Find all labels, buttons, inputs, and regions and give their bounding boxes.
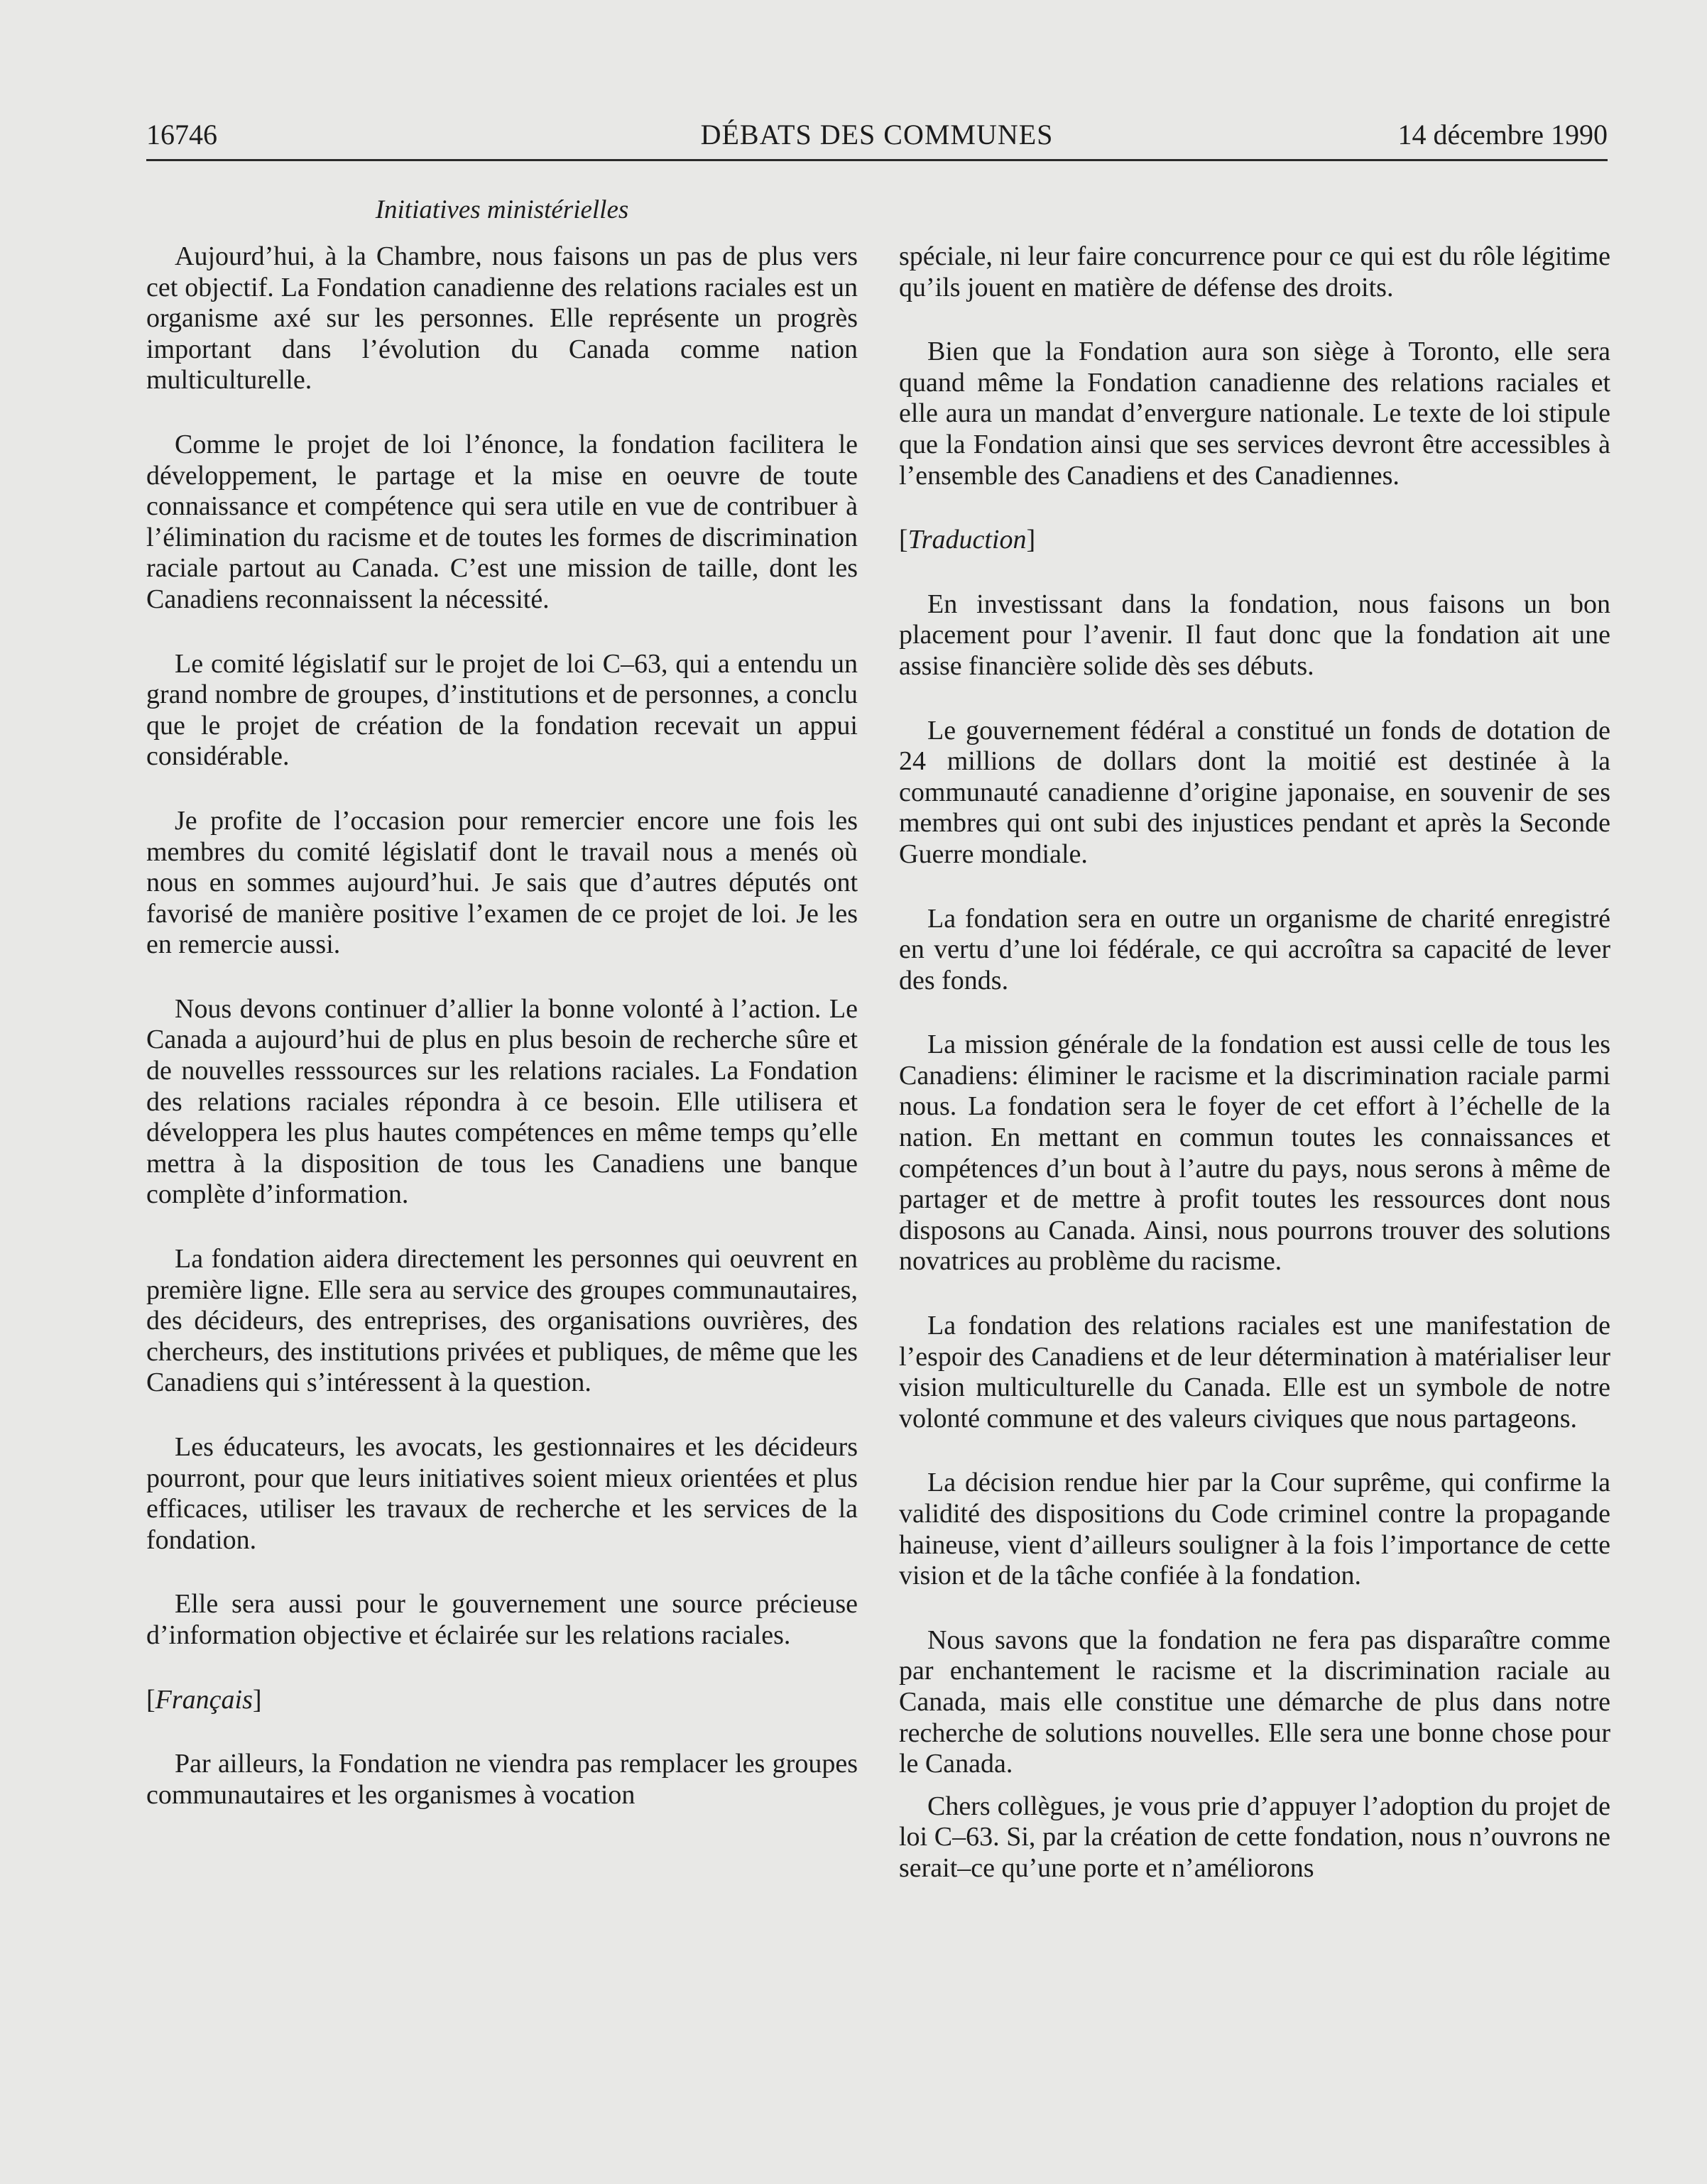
paragraph: Bien que la Fondation aura son siège à Toronto, elle sera quand même la Fondation canadienne des relations raciales et elle aura un mandat d’envergure nationale. Le texte de loi stipule que la Fondation ainsi que ses services devront être accessibles à l’ensemble des Canadiens et des Canadiennes. — [899, 337, 1610, 491]
paragraph: Comme le projet de loi l’énonce, la fondation facilitera le développement, le partage et la mise en oeuvre de toute connaissance et compétence qui sera utile en vue de contribuer à l’élimination du racisme et de toutes les formes de discrimination raciale partout au Canada. C’est une mission de taille, dont les Canadiens reconnaissent la nécessité. — [146, 429, 858, 614]
language-tag — [146, 1685, 858, 1716]
paragraph: Nous savons que la fondation ne fera pas disparaître comme par enchantement le racisme et la discrimination raciale au Canada, mais elle constitue une démarche de plus dans notre recherche de solutions nouvelles. Elle sera une bonne chose pour le Canada. — [899, 1625, 1610, 1779]
right-column — [899, 241, 1610, 1918]
tag-word: Français — [155, 1684, 253, 1715]
language-tag — [899, 525, 1610, 556]
paragraph: spéciale, ni leur faire concurrence pour ce qui est du rôle légitime qu’ils jouent en matière de défense des droits. — [899, 241, 1610, 302]
paragraph: Le comité législatif sur le projet de loi C–63, qui a entendu un grand nombre de groupes, d’institutions et de personnes, a conclu que le projet de création de la fondation recevait un appui considérable. — [146, 648, 858, 772]
paragraph: Nous devons continuer d’allier la bonne volonté à l’action. Le Canada a aujourd’hui de plus en plus besoin de recherche sûre et de nouvelles resssources sur les relations raciales. La Fondation des relations raciales répondra à ce besoin. Elle utilisera et développera les plus hautes compétences en même temps qu’elle mettra à la disposition de tous les Canadiens une banque complète d’information. — [146, 993, 858, 1210]
tag-bracket: ] — [252, 1684, 262, 1715]
paragraph: Je profite de l’occasion pour remercier encore une fois les membres du comité législatif dont le travail nous a menés où nous en sommes aujourd’hui. Je sais que d’autres députés ont favorisé de manière positive l’examen de ce projet de loi. Je les en remercie aussi. — [146, 805, 858, 960]
issue-date: 14 décembre 1990 — [1397, 119, 1608, 151]
paragraph: La fondation sera en outre un organisme de charité enregistré en vertu d’une loi fédérale, ce qui accroîtra sa capacité de lever des fonds. — [899, 903, 1610, 995]
paragraph: Les éducateurs, les avocats, les gestionnaires et les décideurs pourront, pour que leurs initiatives soient mieux orientées et plus efficaces, utiliser les travaux de recherche et les services de la fondation. — [146, 1432, 858, 1555]
paragraph: La décision rendue hier par la Cour suprême, qui confirme la validité des dispositions du Code criminel contre la propagande haineuse, vient d’ailleurs souligner à la fois l’importance de cette vision et de la tâche confiée à la fondation. — [899, 1468, 1610, 1591]
page-number: 16746 — [146, 119, 217, 151]
tag-word: Traduction — [907, 525, 1027, 555]
tag-bracket: [ — [146, 1684, 156, 1715]
paragraph: Par ailleurs, la Fondation ne viendra pas remplacer les groupes communautaires et les organismes à vocation — [146, 1749, 858, 1810]
paragraph: Le gouvernement fédéral a constitué un fonds de dotation de 24 millions de dollars dont la moitié est destinée à la communauté canadienne d’origine japonaise, en souvenir de ses membres qui ont subi des injustices pendant et après la Seconde Guerre mondiale. — [899, 715, 1610, 869]
tag-bracket: ] — [1026, 525, 1036, 555]
paragraph: La fondation des relations raciales est une manifestation de l’espoir des Canadiens et de leur détermination à matérialiser leur vision multiculturelle du Canada. Elle est un symbole de notre volonté commune et des valeurs civiques que nous partageons. — [899, 1311, 1610, 1434]
paragraph: En investissant dans la fondation, nous faisons un bon placement pour l’avenir. Il faut donc que la fondation ait une assise financière solide dès ses débuts. — [899, 589, 1610, 681]
paragraph: La fondation aidera directement les personnes qui oeuvrent en première ligne. Elle sera au service des groupes communautaires, des décideurs, des entreprises, des organisations ouvrières, des chercheurs, des institutions privées et publiques, de même que les Canadiens qui s’intéressent à la question. — [146, 1244, 858, 1398]
journal-title: DÉBATS DES COMMUNES — [700, 119, 1054, 151]
left-column — [146, 241, 858, 1844]
paragraph: Chers collègues, je vous prie d’appuyer l’adoption du projet de loi C–63. Si, par la création de cette fondation, nous n’ouvrons ne serait–ce qu’une porte et n’améliorons — [899, 1791, 1610, 1883]
paragraph: Elle sera aussi pour le gouvernement une source précieuse d’information objective et éclairée sur les relations raciales. — [146, 1589, 858, 1650]
paragraph: La mission générale de la fondation est aussi celle de tous les Canadiens: éliminer le racisme et la discrimination raciale parmi nous. La fondation sera le foyer de cet effort à l’échelle de la nation. En mettant en commun toutes les connaissances et compétences d’un bout à l’autre du pays, nous serons à même de partager et de mettre à profit toutes les ressources dont nous disposons au Canada. Ainsi, nous pourrons trouver des solutions novatrices au problème du racisme. — [899, 1030, 1610, 1277]
page-header — [146, 114, 1608, 161]
tag-bracket: [ — [899, 525, 908, 555]
section-title: Initiatives ministérielles — [375, 195, 629, 224]
paragraph: Aujourd’hui, à la Chambre, nous faisons un pas de plus vers cet objectif. La Fondation canadienne des relations raciales est un organisme axé sur les personnes. Elle représente un progrès important dans l’évolution du Canada comme nation multiculturelle. — [146, 241, 858, 395]
